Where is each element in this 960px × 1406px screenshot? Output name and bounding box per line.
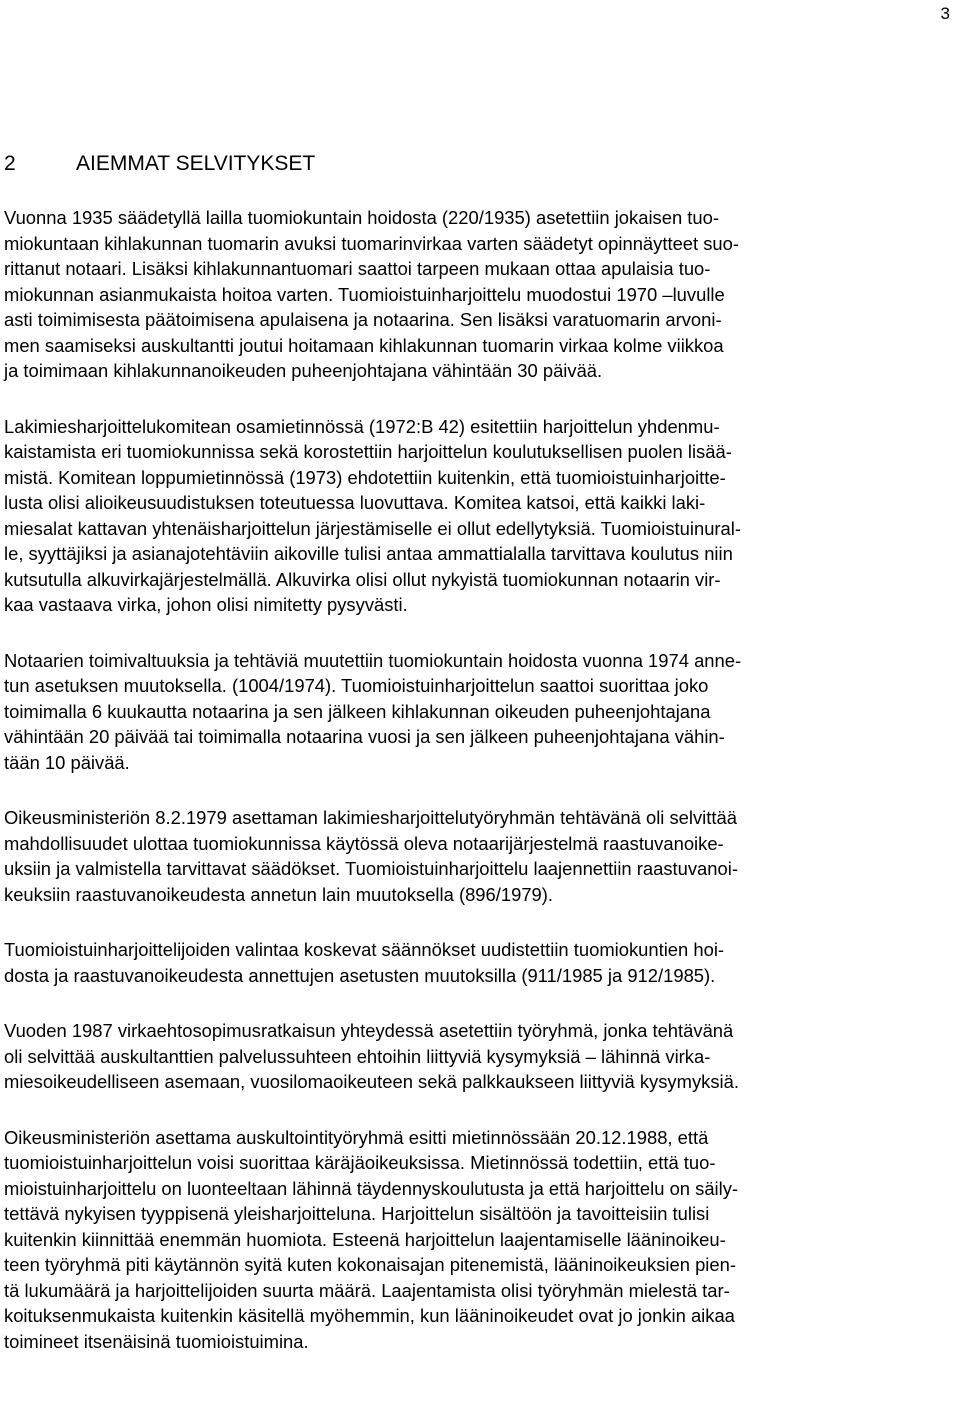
paragraph-line: tään 10 päivää.	[4, 751, 130, 773]
paragraph-line: miesalat kattavan yhtenäisharjoittelun järjestämiselle ei ollut edellytyksiä. Tuomioistuinural-	[4, 517, 741, 539]
paragraph-line: kuitenkin kiinnittää enemmän huomiota. Esteenä harjoittelun laajentamiselle lääninoikeu-	[4, 1228, 726, 1250]
paragraph-line: keuksiin raastuvanoikeudesta annetun lain muutoksella (896/1979).	[4, 883, 554, 905]
paragraph-line: kaistamista eri tuomiokunnissa sekä korostettiin harjoittelun koulutuksellisen puolen lisää-	[4, 441, 732, 462]
paragraph-line: tettävä nykyisen tyyppisenä yleisharjoitteluna. Harjoittelun sisältöön ja tavoitteisiin tulisi	[4, 1203, 710, 1224]
paragraph-line: miokuntaan kihlakunnan tuomarin avuksi tuomarinvirkaa varten säädetyt opinnäytteet suo-	[4, 232, 740, 254]
paragraph-line: Lakimiesharjoittelukomitean osamietinnössä (1972:B 42) esitettiin harjoittelun yhdenmu-	[4, 415, 720, 437]
paragraph	[4, 937, 948, 988]
paragraph-line: Vuoden 1987 virkaehtosopimusratkaisun yhteydessä asetettiin työryhmä, jonka tehtävänä	[4, 1020, 734, 1041]
paragraph-line: tä lukumäärä ja harjoittelijoiden suurta määrä. Laajentamista olisi työryhmän mielestä tar-	[4, 1279, 730, 1301]
paragraph-line: Notaarien toimivaltuuksia ja tehtäviä muutettiin tuomiokuntain hoidosta vuonna 1974 anne-	[4, 649, 742, 671]
paragraph-line: mistä. Komitean loppumietinnössä (1973) ehdotettiin kuitenkin, että tuomioistuinharjoitte-	[4, 466, 726, 488]
paragraph-line: miesoikeudelliseen asemaan, vuosilomaoikeuteen sekä palkkaukseen liittyviä kysymyksiä.	[4, 1071, 739, 1092]
paragraph	[4, 1018, 948, 1095]
section-number: 2	[4, 152, 16, 175]
paragraph	[4, 805, 948, 907]
paragraph-line: koituksenmukaista kuitenkin käsitellä myöhemmin, kun lääninoikeudet ovat jo jonkin aikaa	[4, 1305, 735, 1326]
paragraph-line: lusta olisi alioikeusuudistuksen toteutuessa luovuttava. Komitea katsoi, että kaikki laki-	[4, 492, 706, 513]
paragraph	[4, 648, 948, 776]
paragraph-line: Vuonna 1935 säädetyllä lailla tuomiokuntain hoidosta (220/1935) asetettiin jokaisen tuo-	[4, 207, 719, 228]
paragraph	[4, 1125, 948, 1355]
paragraph-line: mahdollisuudet ulottaa tuomiokunnissa käytössä oleva notaarijärjestelmä raastuvanoike-	[4, 832, 724, 854]
paragraph-line: toimimalla 6 kuukautta notaarina ja sen jälkeen kihlakunnan oikeuden puheenjohtajana	[4, 700, 711, 722]
paragraph-line: asti toimimisesta päätoimisena apulaisena ja notaarina. Sen lisäksi varatuomarin arvoni-	[4, 309, 722, 330]
paragraph-line: rittanut notaari. Lisäksi kihlakunnantuomari saattoi tarpeen mukaan ottaa apulaisia tuo-	[4, 258, 711, 279]
paragraph-line: teen työryhmä piti käytännön syitä kuten kokonaisajan pitenemistä, lääninoikeuksien pien-	[4, 1254, 736, 1275]
paragraph-line: uksiin ja valmistella tarvittavat säädökset. Tuomioistuinharjoittelu laajennettiin raastuvanoi-	[4, 858, 738, 879]
paragraph-line: dosta ja raastuvanoikeudesta annettujen asetusten muutoksilla (911/1985 ja 912/1985).	[4, 964, 716, 986]
paragraph-line: vähintään 20 päivää tai toimimalla notaarina vuosi ja sen jälkeen puheenjohtajana vähin-	[4, 726, 725, 747]
paragraph-line: tuomioistuinharjoittelun voisi suorittaa käräjäoikeuksissa. Mietinnössä todettiin, että tuo-	[4, 1152, 716, 1173]
paragraph-line: men saamiseksi auskultantti joutui hoitamaan kihlakunnan tuomarin virkaa kolme viikkoa	[4, 334, 724, 356]
paragraph-line: toimineet itsenäisinä tuomioistuimina.	[4, 1330, 309, 1352]
paragraph	[4, 205, 948, 384]
paragraph-line: mioistuinharjoittelu on luonteeltaan lähinnä täydennyskoulutusta ja että harjoittelu on säily-	[4, 1177, 739, 1199]
section-title: AIEMMAT SELVITYKSET	[76, 152, 316, 175]
paragraph-line: Tuomioistuinharjoittelijoiden valintaa koskevat säännökset uudistettiin tuomiokuntien hoi-	[4, 939, 725, 960]
body-text	[4, 205, 948, 1384]
paragraph-line: oli selvittää auskultanttien palvelussuhteen ehtoihin liittyviä kysymyksiä – lähinnä virka-	[4, 1045, 711, 1067]
paragraph-line: Oikeusministeriön asettama auskultointityöryhmä esitti mietinnössään 20.12.1988, että	[4, 1126, 709, 1148]
page-number: 3	[940, 4, 950, 23]
paragraph-line: tun asetuksen muutoksella. (1004/1974). Tuomioistuinharjoittelun saattoi suorittaa joko	[4, 675, 709, 696]
paragraph-line: miokunnan asianmukaista hoitoa varten. Tuomioistuinharjoittelu muodostui 1970 –luvulle	[4, 283, 725, 305]
paragraph	[4, 414, 948, 618]
paragraph-line: kutsutulla alkuvirkajärjestelmällä. Alkuvirka olisi ollut nykyistä tuomiokunnan notaarin vir-	[4, 568, 721, 590]
paragraph-line: le, syyttäjiksi ja asianajotehtäviin aikoville tulisi antaa ammattialalla tarvittava koulutus niin	[4, 543, 733, 564]
paragraph-line: kaa vastaava virka, johon olisi nimitetty pysyvästi.	[4, 594, 408, 615]
paragraph-line: Oikeusministeriön 8.2.1979 asettaman lakimiesharjoittelutyöryhmän tehtävänä oli selvittää	[4, 807, 737, 828]
section-heading	[4, 151, 315, 177]
paragraph-line: ja toimimaan kihlakunnanoikeuden puheenjohtajana vähintään 30 päivää.	[4, 360, 603, 381]
